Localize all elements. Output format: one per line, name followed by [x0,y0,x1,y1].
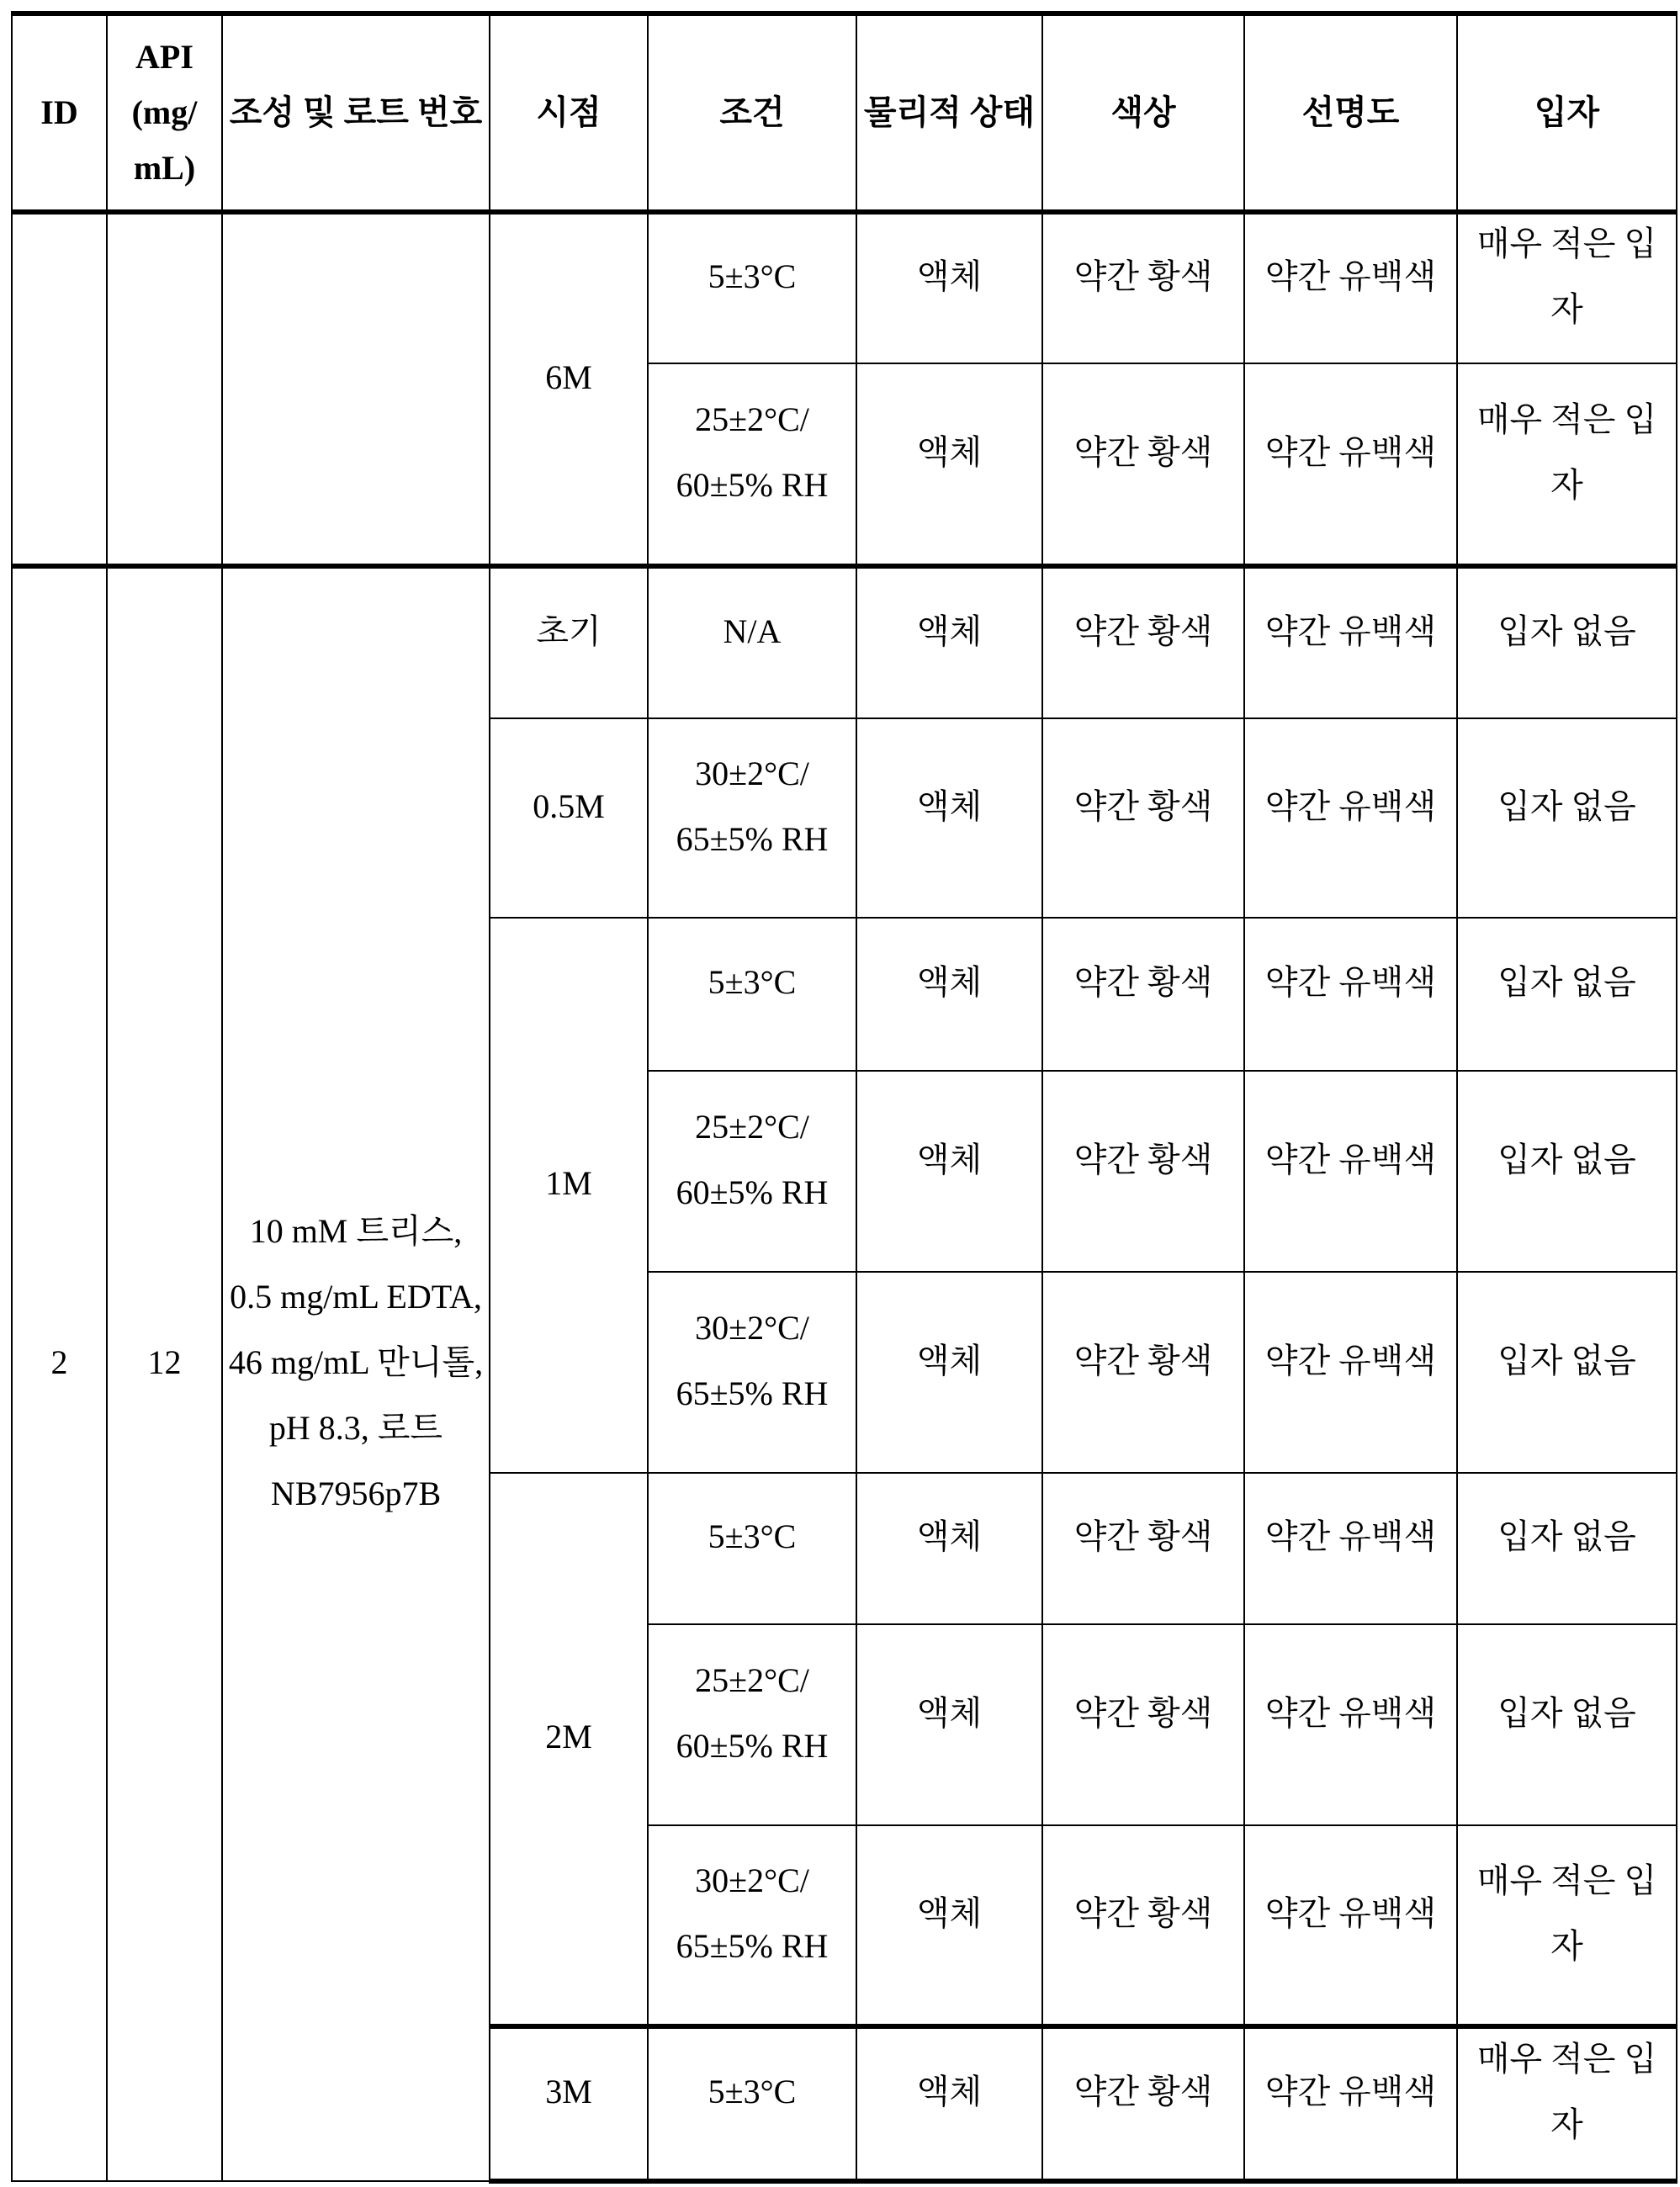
color-cell [1042,1071,1244,1272]
clarity-cell-text: 약간 유백색 [1248,2059,1453,2125]
physical-state-cell [856,2026,1042,2181]
timepoint-cell [490,918,648,1473]
header-api: API (mg/ mL) [107,13,222,212]
physical-state-cell-text: 액체 [861,1127,1038,1193]
particles-cell [1457,1624,1677,1825]
clarity-cell-text: 약간 유백색 [1248,1328,1453,1394]
physical-state-cell-text: 액체 [861,1328,1038,1394]
condition-cell [648,1272,856,1473]
particles-cell-text: 입자 없음 [1461,774,1672,839]
table-row [12,566,1677,718]
id-cell-text: 2 [16,1330,103,1395]
physical-state-cell-text: 액체 [861,774,1038,839]
particles-cell [1457,1473,1677,1624]
timepoint-cell-text: 3M [494,2059,644,2125]
condition-cell-text: 30±2°C/ 65±5% RH [652,1295,852,1427]
composition-cell-text: 10 mM 트리스, 0.5 mg/mL EDTA, 46 mg/mL 만니톨, pH 8.3, 로트 NB7956p7B [226,1199,485,1527]
condition-cell [648,1825,856,2026]
condition-cell-text: 25±2°C/ 60±5% RH [652,1648,852,1779]
condition-cell [648,1071,856,1272]
physical-state-cell-text: 액체 [861,420,1038,485]
particles-cell-text: 입자 없음 [1461,950,1672,1015]
physical-state-cell-text: 액체 [861,244,1038,310]
clarity-cell [1244,1825,1457,2026]
particles-cell [1457,566,1677,718]
color-cell [1042,363,1244,566]
physical-state-cell [856,1272,1042,1473]
physical-state-cell-text: 액체 [861,1881,1038,1946]
physical-state-cell [856,1473,1042,1624]
table-row [12,212,1677,363]
physical-state-cell [856,1071,1042,1272]
color-cell [1042,1825,1244,2026]
header-physical-state: 물리적 상태 [856,13,1042,212]
condition-cell [648,566,856,718]
timepoint-cell-text: 초기 [494,599,644,665]
id-cell [12,212,107,566]
id-cell [12,566,107,2181]
physical-state-cell [856,918,1042,1071]
color-cell-text: 약간 황색 [1047,420,1240,485]
physical-state-cell [856,212,1042,363]
clarity-cell-text: 약간 유백색 [1248,774,1453,839]
color-cell-text: 약간 황색 [1047,1881,1240,1946]
composition-cell [222,566,490,2181]
table-body [12,212,1677,2181]
physical-state-cell [856,1825,1042,2026]
physical-state-cell [856,566,1042,718]
clarity-cell [1244,2026,1457,2181]
physical-state-cell-text: 액체 [861,950,1038,1015]
header-condition: 조건 [648,13,856,212]
color-cell-text: 약간 황색 [1047,950,1240,1015]
header-row [12,13,1677,212]
particles-cell [1457,1272,1677,1473]
condition-cell-text: 5±3°C [652,244,852,310]
clarity-cell-text: 약간 유백색 [1248,1681,1453,1746]
condition-cell [648,1624,856,1825]
color-cell-text: 약간 황색 [1047,244,1240,310]
clarity-cell [1244,1473,1457,1624]
timepoint-cell [490,212,648,566]
api-cell [107,212,222,566]
particles-cell [1457,1071,1677,1272]
timepoint-cell-text: 1M [494,1151,644,1216]
particles-cell [1457,212,1677,363]
condition-cell [648,1473,856,1624]
clarity-cell [1244,212,1457,363]
header-composition: 조성 및 로트 번호 [222,13,490,212]
color-cell [1042,1624,1244,1825]
particles-cell-text: 매우 적은 입자 [1461,211,1672,342]
particles-cell [1457,2026,1677,2181]
composition-cell [222,212,490,566]
condition-cell-text: 5±3°C [652,2059,852,2125]
color-cell [1042,918,1244,1071]
api-cell [107,566,222,2181]
condition-cell-text: 5±3°C [652,950,852,1015]
condition-cell-text: 30±2°C/ 65±5% RH [652,1848,852,1979]
timepoint-cell [490,566,648,718]
clarity-cell [1244,363,1457,566]
particles-cell [1457,918,1677,1071]
particles-cell-text: 매우 적은 입자 [1461,1848,1672,1979]
physical-state-cell-text: 액체 [861,599,1038,665]
timepoint-cell-text: 6M [494,345,644,410]
particles-cell-text: 입자 없음 [1461,1328,1672,1394]
timepoint-cell-text: 0.5M [494,774,644,839]
condition-cell [648,718,856,918]
color-cell [1042,718,1244,918]
timepoint-cell [490,2026,648,2181]
condition-cell [648,918,856,1071]
particles-cell [1457,718,1677,918]
physical-state-cell [856,718,1042,918]
color-cell [1042,212,1244,363]
stability-table [11,11,1677,2184]
physical-state-cell [856,1624,1042,1825]
timepoint-cell-text: 2M [494,1704,644,1770]
clarity-cell-text: 약간 유백색 [1248,244,1453,310]
clarity-cell [1244,718,1457,918]
clarity-cell-text: 약간 유백색 [1248,950,1453,1015]
clarity-cell [1244,566,1457,718]
color-cell-text: 약간 황색 [1047,599,1240,665]
header-particles: 입자 [1457,13,1677,212]
clarity-cell [1244,1071,1457,1272]
clarity-cell-text: 약간 유백색 [1248,1881,1453,1946]
timepoint-cell [490,718,648,918]
particles-cell-text: 입자 없음 [1461,1127,1672,1193]
color-cell [1042,1473,1244,1624]
header-color: 색상 [1042,13,1244,212]
condition-cell-text: 25±2°C/ 60±5% RH [652,1094,852,1226]
condition-cell [648,363,856,566]
condition-cell-text: 25±2°C/ 60±5% RH [652,387,852,518]
color-cell-text: 약간 황색 [1047,2059,1240,2125]
particles-cell-text: 입자 없음 [1461,1504,1672,1570]
color-cell [1042,566,1244,718]
clarity-cell-text: 약간 유백색 [1248,420,1453,485]
physical-state-cell-text: 액체 [861,1504,1038,1570]
condition-cell-text: 5±3°C [652,1504,852,1570]
particles-cell [1457,363,1677,566]
header-clarity: 선명도 [1244,13,1457,212]
particles-cell-text: 매우 적은 입자 [1461,2026,1672,2158]
physical-state-cell-text: 액체 [861,1681,1038,1746]
header-timepoint: 시점 [490,13,648,212]
clarity-cell [1244,1272,1457,1473]
header-id: ID [12,13,107,212]
particles-cell-text: 입자 없음 [1461,599,1672,665]
clarity-cell-text: 약간 유백색 [1248,1504,1453,1570]
timepoint-cell [490,1473,648,2026]
clarity-cell [1244,1624,1457,1825]
color-cell-text: 약간 황색 [1047,1681,1240,1746]
color-cell-text: 약간 황색 [1047,1127,1240,1193]
clarity-cell [1244,918,1457,1071]
condition-cell-text: N/A [652,599,852,665]
color-cell-text: 약간 황색 [1047,774,1240,839]
color-cell-text: 약간 황색 [1047,1328,1240,1394]
clarity-cell-text: 약간 유백색 [1248,599,1453,665]
condition-cell-text: 30±2°C/ 65±5% RH [652,741,852,872]
clarity-cell-text: 약간 유백색 [1248,1127,1453,1193]
particles-cell-text: 입자 없음 [1461,1681,1672,1746]
color-cell [1042,2026,1244,2181]
particles-cell-text: 매우 적은 입자 [1461,387,1672,518]
condition-cell [648,2026,856,2181]
physical-state-cell-text: 액체 [861,2059,1038,2125]
physical-state-cell [856,363,1042,566]
particles-cell [1457,1825,1677,2026]
color-cell-text: 약간 황색 [1047,1504,1240,1570]
condition-cell [648,212,856,363]
api-cell-text: 12 [111,1330,218,1395]
color-cell [1042,1272,1244,1473]
